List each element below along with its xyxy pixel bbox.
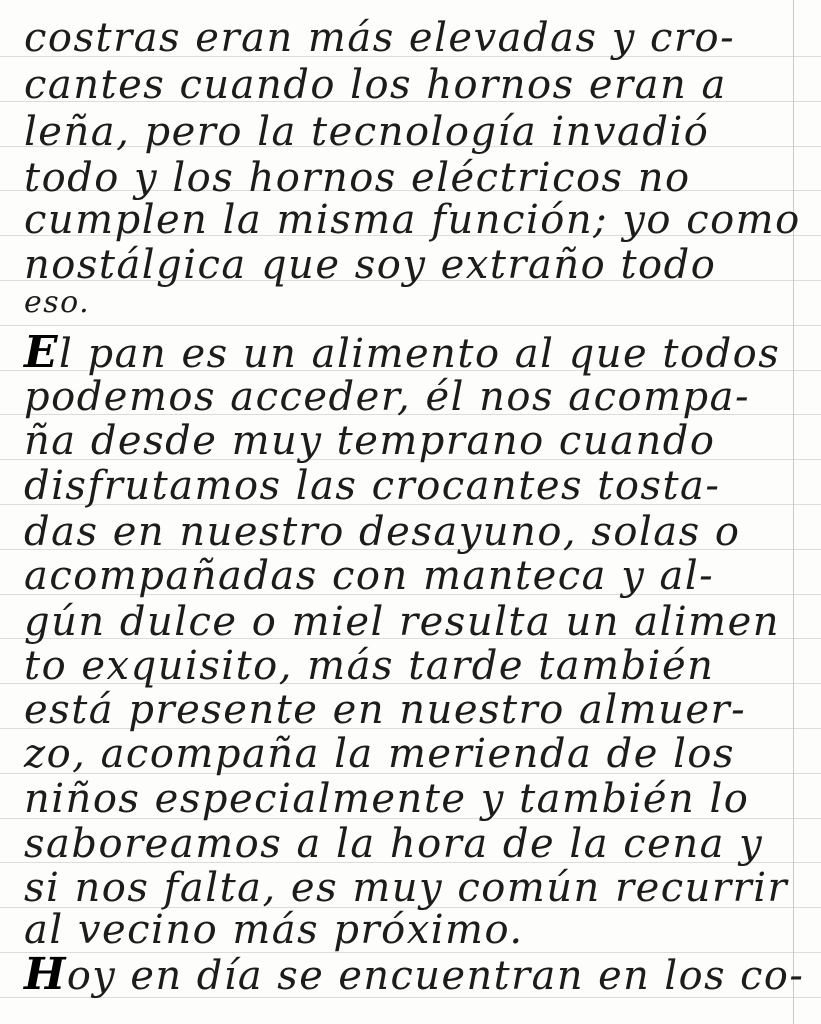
text-line-8	[24, 327, 781, 378]
text-line-20: si nos falta, es muy común recurrir	[24, 865, 789, 911]
text-line-15: to exquisito, más tarde también	[24, 643, 715, 689]
text-line-1: costras eran más elevadas y cro-	[24, 15, 736, 61]
text-line-21: al vecino más próximo.	[24, 907, 524, 953]
paragraph-initial: H	[24, 949, 67, 1000]
paragraph-line-rest: oy en día se encuentran en los co-	[66, 953, 805, 999]
text-line-14: gún dulce o miel resulta un alimen	[24, 599, 781, 645]
text-line-3: leña, pero la tecnología invadió	[24, 109, 710, 155]
text-line-19: saboreamos a la hora de la cena y	[24, 821, 764, 867]
text-line-18: niños especialmente y también lo	[24, 776, 750, 822]
text-line-10: ña desde muy temprano cuando	[24, 418, 716, 464]
text-line-22	[24, 949, 805, 1000]
text-line-17: zo, acompaña la merienda de los	[24, 731, 735, 777]
text-line-7: eso.	[24, 285, 91, 320]
text-line-16: está presente en nuestro almuer-	[24, 687, 747, 733]
text-line-2: cantes cuando los hornos eran a	[24, 62, 727, 108]
text-line-9: podemos acceder, él nos acompa-	[24, 374, 750, 420]
text-line-5: cumplen la misma función; yo como	[24, 197, 801, 243]
paragraph-initial: E	[24, 327, 60, 378]
margin-line	[793, 0, 794, 1024]
text-line-4: todo y los hornos eléctricos no	[24, 155, 691, 201]
text-line-12: das en nuestro desayuno, solas o	[24, 509, 741, 555]
text-line-13: acompañadas con manteca y al-	[24, 553, 715, 599]
text-line-6: nostálgica que soy extraño todo	[24, 242, 717, 288]
text-line-11: disfrutamos las crocantes tosta-	[24, 463, 721, 509]
paragraph-line-rest: l pan es un alimento al que todos	[59, 331, 781, 377]
